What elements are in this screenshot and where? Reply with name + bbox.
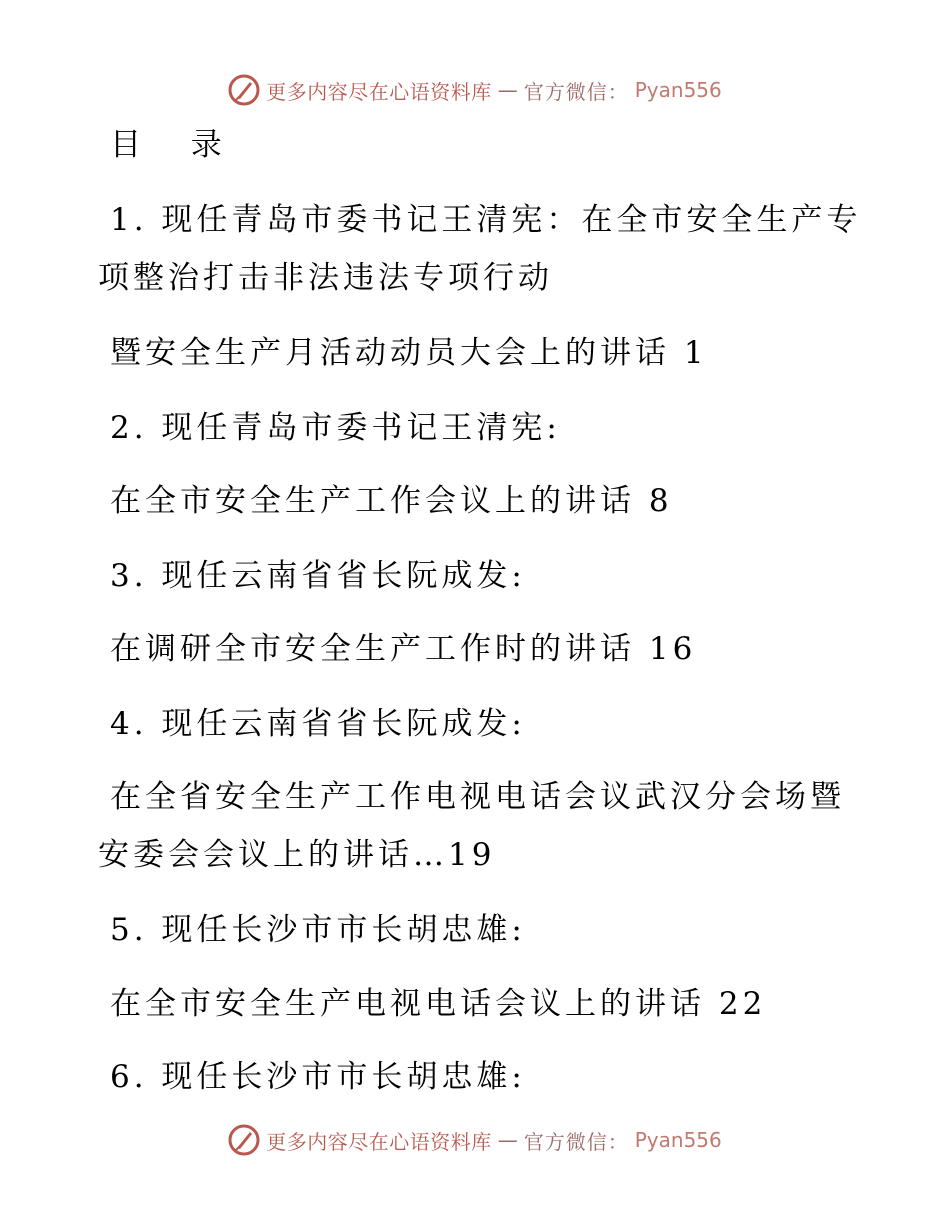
watermark-separator: — (497, 1128, 518, 1152)
watermark-separator: — (497, 78, 518, 102)
quill-logo-icon (228, 1124, 260, 1156)
toc-entry-4-line-3: 安委会会议上的讲话…19 (98, 837, 496, 873)
watermark-brand: 更多内容尽在心语资料库 (266, 79, 492, 104)
toc-entry-1-line-1: 1. 现任青岛市委书记王清宪：在全市安全生产专 (110, 202, 862, 238)
watermark-wechat-id: Pyan556 (634, 1128, 722, 1152)
toc-entry-5-line-2: 在全市安全生产电视电话会议上的讲话 22 (110, 986, 767, 1022)
quill-logo-icon (228, 74, 260, 106)
header-watermark (0, 70, 950, 110)
toc-entry-6-line-1: 6. 现任长沙市市长胡忠雄: (110, 1059, 526, 1095)
footer-watermark (0, 1120, 950, 1160)
toc-entry-2-line-2: 在全市安全生产工作会议上的讲话 8 (110, 483, 673, 519)
toc-entry-1-line-2: 项整治打击非法违法专项行动 (98, 260, 553, 296)
toc-entry-1-line-3: 暨安全生产月活动动员大会上的讲话 1 (110, 335, 708, 371)
toc-entry-3-line-2: 在调研全市安全生产工作时的讲话 16 (110, 631, 697, 667)
toc-entry-3-line-1: 3. 现任云南省省长阮成发: (110, 558, 526, 594)
watermark-brand: 更多内容尽在心语资料库 (266, 1129, 492, 1154)
toc-entry-5-line-1: 5. 现任长沙市市长胡忠雄: (110, 912, 526, 948)
toc-entry-2-line-1: 2. 现任青岛市委书记王清宪: (110, 410, 561, 446)
toc-entry-4-line-2: 在全省安全生产工作电视电话会议武汉分会场暨 (110, 779, 845, 815)
watermark-wechat-id: Pyan556 (634, 78, 722, 102)
toc-entry-4-line-1: 4. 现任云南省省长阮成发: (110, 706, 526, 742)
watermark-official-label: 官方微信： (523, 1129, 629, 1154)
watermark-official-label: 官方微信： (523, 79, 629, 104)
toc-heading: 目 录 (110, 127, 232, 163)
